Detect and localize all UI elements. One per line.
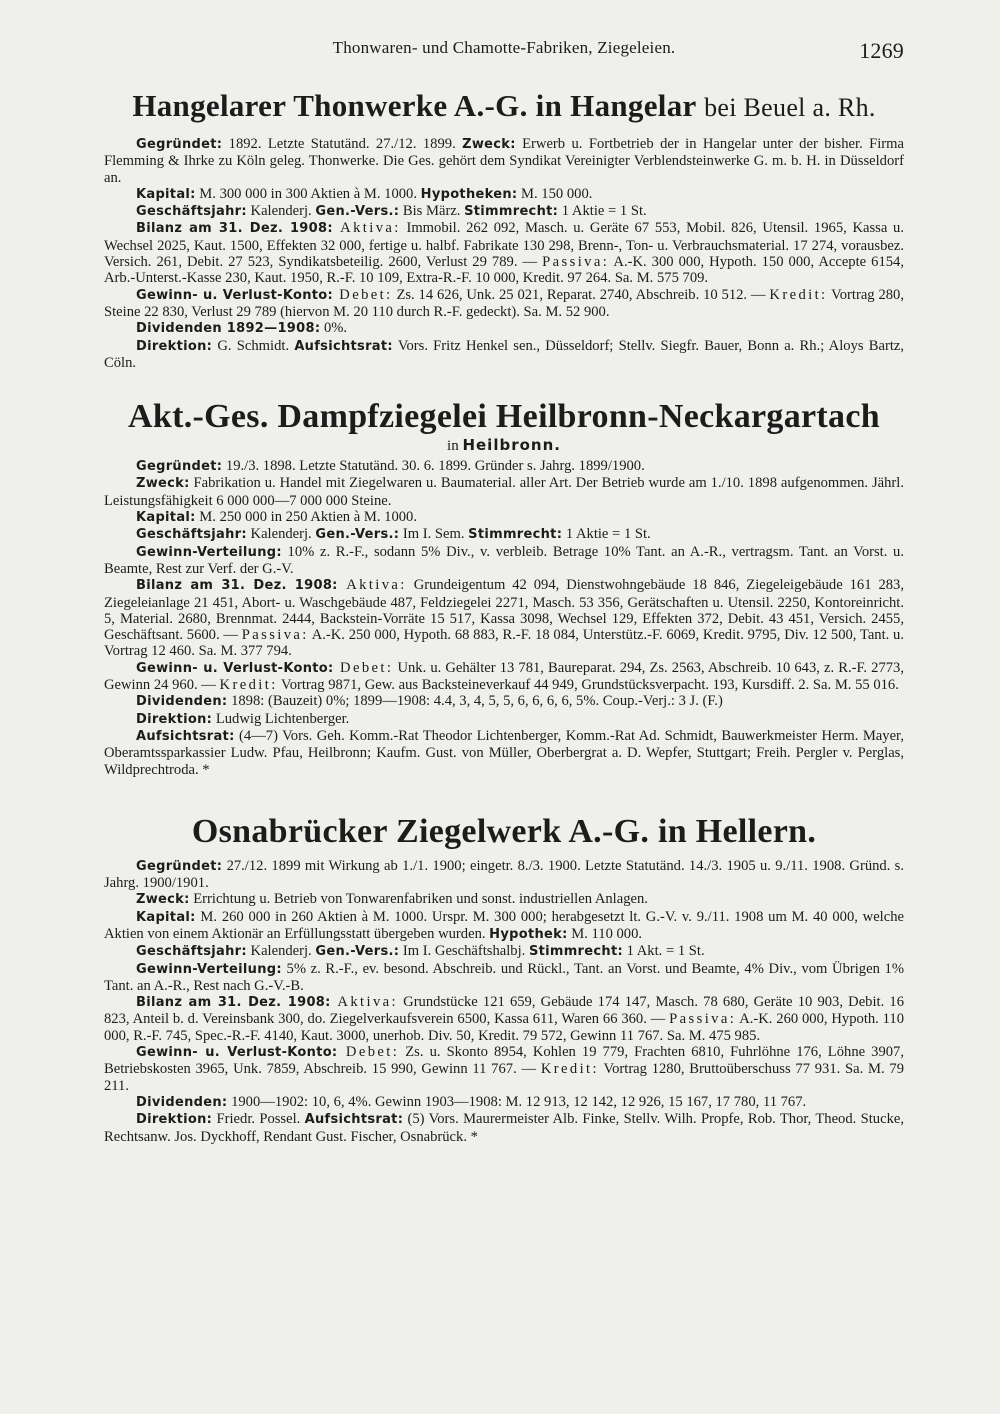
paragraph-founded <box>104 858 904 892</box>
label: Bilanz am 31. Dez. 1908: <box>136 995 331 1011</box>
label: Gen.-Vers.: <box>315 944 400 960</box>
label: Dividenden: <box>136 1094 228 1110</box>
text: Vortrag 1280, Bruttoüberschuss 77 931. Sa. M. 79 211. <box>104 1061 904 1094</box>
text: Kalenderj. <box>246 526 316 543</box>
paragraph-dividends <box>104 1094 904 1111</box>
text: (4—7) Vors. Geh. Komm.-Rat Theodor Lichtenberger, Komm.-Rat Ad. Schmidt, Bauwerkmeister Herm. Mayer, Oberamtssparkassier Ludw. Pfau, Heilbronn; Kaufm. Gust. von Müller, Oberbergrat a. D. Wepfer, Stuttgart; Freih. Pergler v. Perglas, Wildprechtroda. * <box>104 727 904 778</box>
text: Vortrag 9871, Gew. aus Backsteineverkauf 44 949, Grundstücksverpacht. 193, Kursdiff. 2. Sa. M. 55 016. <box>277 677 899 694</box>
text: 0%. <box>320 320 348 337</box>
paragraph-fiscal-year <box>104 943 904 960</box>
text: Zs. u. Skonto 8954, Kohlen 19 779, Frachten 6810, Fuhrlöhne 176, Löhne 3907, Betriebskosten 3965, Unk. 7859, Abschreib. 15 990, Gewinn 11 767. — <box>104 1044 904 1078</box>
text: 5% z. R.-F., ev. besond. Abschreib. und Rückl., Tant. an Vorst. und Beamte, 4% Div., vom Übrigen 1% Tant. an A.-R., Rest nach G.-V.-B. <box>104 960 904 994</box>
paragraph-balance <box>104 220 904 286</box>
label: Direktion: <box>136 338 213 354</box>
text: Ludwig Lichtenberger. <box>212 710 350 727</box>
text: Kalenderj. <box>246 203 316 220</box>
text: Kalenderj. <box>246 943 316 960</box>
company-title-heilbronn: Akt.-Ges. Dampfziegelei Heilbronn-Neckargartach <box>128 398 880 436</box>
paragraph-profit-distribution <box>104 961 904 995</box>
text: A.-K. 300 000, Hypoth. 150 000, Accepte 6154, Arb.-Unterst.-Kasse 230, Kaut. 1950, R.-F. 10 109, Extra-R.-F. 10 000, Kredit. 97 264. Sa. M. 575 709. <box>104 254 904 287</box>
paragraph-capital <box>104 909 904 944</box>
text: 19./3. 1898. Letzte Statutänd. 30. 6. 1899. Gründer s. Jahrg. 1899/1900. <box>222 458 645 475</box>
text: Grundeigentum 42 094, Dienstwohngebäude 18 846, Ziegeleigebäude 161 283, Ziegeleianlage 21 451, Abort- u. Waschgebäude 487, Feldziegelei 2271, Masch. 53 356, Gerätschaften u. Utensil. 2250, Kontoreinricht. 5, Material. 2680, Brennmat. 2444, Backstein-Vorräte 15 517, Kassa 3098, Wechsel 129, Effekten 372, Debit. 43 451, Versich. 2455, Geschäftsant. 5600. — <box>104 577 904 644</box>
company-section-heilbronn <box>104 458 904 778</box>
label: Zweck: <box>136 892 190 908</box>
city: Heilbronn. <box>462 436 561 455</box>
text: 1898: (Bauzeit) 0%; 1899—1908: 4.4, 3, 4, 5, 5, 6, 6, 6, 6, 5%. Coup.-Verj.: 3 J. (F.) <box>227 693 723 710</box>
paragraph-founded <box>104 136 904 186</box>
label: Bilanz am 31. Dez. 1908: <box>136 221 333 237</box>
spaced-label: Debet: <box>333 286 393 303</box>
text: Im I. Sem. <box>399 526 469 543</box>
text: M. 260 000 in 260 Aktien à M. 1000. Urspr. M. 300 000; herabgesetzt lt. G.-V. v. 9./11. 1908 um M. 40 000, welche Aktien von einem Aktionär an Erfüllungsstatt übergeben wurden. <box>104 908 904 942</box>
text: 1 Aktie = 1 St. <box>562 526 651 543</box>
company-section-hangelar <box>104 136 904 371</box>
paragraph-profit-loss <box>104 1044 904 1094</box>
text: Erwerb u. Fortbetrieb der in Hangelar unter der bisher. Firma Flemming & Ihrke zu Köln geleg. Thonwerke. Die Ges. gehört dem Syndikat Vereinigter Verblendsteinwerke G. m. b. H. in Düsseldorf an. <box>104 136 904 186</box>
paragraph-profit-loss <box>104 660 904 694</box>
paragraph-supervisory-board <box>104 728 904 778</box>
label: Aufsichtsrat: <box>136 728 235 744</box>
paragraph-purpose <box>104 475 904 509</box>
paragraph-profit-distribution <box>104 544 904 578</box>
label: Gewinn-Verteilung: <box>136 544 282 560</box>
text: Errichtung u. Betrieb von Tonwarenfabriken und sonst. industriellen Anlagen. <box>189 891 648 908</box>
spaced-label: Aktiva: <box>332 220 401 237</box>
text: in <box>447 438 463 455</box>
label: Gewinn-Verteilung: <box>136 961 282 977</box>
text: M. 150 000. <box>517 185 593 202</box>
spaced-label: Aktiva: <box>337 577 407 594</box>
label: Dividenden: <box>136 694 228 710</box>
text: 27./12. 1899 mit Wirkung ab 1./1. 1900; eingetr. 8./3. 1900. Letzte Statutänd. 14./3. 1905 u. 9./11. 1908. Gründ. s. Jahrg. 1900/1901. <box>104 857 904 892</box>
label: Geschäftsjahr: <box>136 204 247 220</box>
text: Vortrag 280, Steine 22 830, Verlust 29 789 (hiervon M. 20 110 durch R.-F. gedeckt). Sa. M. 52 900. <box>104 286 904 320</box>
paragraph-dividends <box>104 693 904 710</box>
label: Aufsichtsrat: <box>294 338 393 354</box>
label: Direktion: <box>136 1112 213 1128</box>
label: Kapital: <box>136 909 196 925</box>
text: Zs. 14 626, Unk. 25 021, Reparat. 2740, Abschreib. 10 512. — <box>392 286 770 303</box>
label: Dividenden 1892—1908: <box>136 321 321 337</box>
spaced-label: Debet: <box>333 659 394 676</box>
label: Gewinn- u. Verlust-Konto: <box>136 1045 338 1061</box>
paragraph-capital <box>104 509 904 526</box>
spaced-label: Kredit: <box>219 677 278 694</box>
text: 1 Aktie = 1 St. <box>558 203 647 220</box>
text: Grundstücke 121 659, Gebäude 174 147, Masch. 78 680, Geräte 10 903, Debit. 16 823, Anteil b. d. Vereinsbank 300, do. Ziegelverkaufsverein 6500, Kassa 611, Waren 66 360. — <box>104 994 904 1028</box>
label: Hypothek: <box>489 926 568 942</box>
paragraph-dividends <box>104 320 904 337</box>
spaced-label: Passiva: <box>542 254 610 271</box>
label: Kapital: <box>136 186 196 202</box>
spaced-label: Debet: <box>337 1044 400 1061</box>
label: Gewinn- u. Verlust-Konto: <box>136 660 334 676</box>
label: Geschäftsjahr: <box>136 944 247 960</box>
text: G. Schmidt. <box>212 337 295 354</box>
label: Gegründet: <box>136 858 223 874</box>
label: Stimmrecht: <box>468 527 563 543</box>
text: Fabrikation u. Handel mit Ziegelwaren u. Baumaterial. aller Art. Der Betrieb wurde am 1./10. 1898 aufgenommen. Jährl. Leistungsfähigkeit 6 000 000—7 000 000 Steine. <box>104 475 904 509</box>
page-number: 1269 <box>859 38 904 63</box>
paragraph-capital <box>104 186 904 203</box>
text: Immobil. 262 092, Masch. u. Geräte 67 553, Mobil. 826, Utensil. 1965, Kassa u. Wechsel 2025, Kaut. 1500, Effekten 32 000, fertige u. halbf. Fabrikate 130 298, Brenn-, Ton- u. Verbrauchsmaterial. 17 274, vorausbez. Versich. 261, Debit. 27 523, Syndikatsbeteilig. 2600, Verlust 29 789. — <box>104 220 904 271</box>
label: Bilanz am 31. Dez. 1908: <box>136 578 338 594</box>
company-section-osnabrueck <box>104 858 904 1145</box>
paragraph-balance <box>104 994 904 1044</box>
paragraph-fiscal-year <box>104 526 904 543</box>
text: M. 250 000 in 250 Aktien à M. 1000. <box>195 509 417 526</box>
spaced-label: Kredit: <box>769 286 828 303</box>
paragraph-profit-loss <box>104 287 904 321</box>
text: 10% z. R.-F., sodann 5% Div., v. verbleib. Betrage 10% Tant. an A.-R., vertragsm. Tant. an Vorst. u. Beamte, Rest zur Verf. der G.-V. <box>104 543 904 577</box>
spaced-label: Aktiva: <box>330 994 398 1011</box>
label: Stimmrecht: <box>528 944 623 960</box>
text: Unk. u. Gehälter 13 781, Baureparat. 294, Zs. 2563, Abschreib. 10 643, z. R.-F. 2773, Gewinn 24 960. — <box>104 659 904 694</box>
text: A.-K. 260 000, Hypoth. 110 000, R.-F. 745, Spec.-R.-F. 4140, Kaut. 3000, unerhob. Div. 50, Kredit. 79 572, Gewinn 11 767. Sa. M. 475 985. <box>104 1011 905 1044</box>
label: Stimmrecht: <box>464 204 559 220</box>
paragraph-founded <box>104 458 904 475</box>
text: Bis März. <box>399 203 465 220</box>
label: Direktion: <box>136 711 213 727</box>
text: M. 300 000 in 300 Aktien à M. 1000. <box>195 185 421 202</box>
spaced-label: Passiva: <box>669 1011 737 1028</box>
spaced-label: Kredit: <box>540 1061 599 1078</box>
label: Gen.-Vers.: <box>315 527 400 543</box>
paragraph-management <box>104 711 904 728</box>
text: A.-K. 250 000, Hypoth. 68 883, R.-F. 18 084, Unterstütz.-F. 6069, Kredit. 9795, Div. 12 500, Tant. u. Vortrag 12 460. Sa. M. 377 794. <box>104 627 904 660</box>
spaced-label: Passiva: <box>241 627 309 644</box>
text: Im I. Geschäftshalbj. <box>399 943 529 960</box>
company-title-osnabrueck: Osnabrücker Ziegelwerk A.-G. in Hellern. <box>191 812 817 850</box>
running-title: Thonwaren- und Chamotte-Fabriken, Ziegeleien. <box>332 38 676 57</box>
label: Gegründet: <box>136 137 223 152</box>
title-rest: bei Beuel a. Rh. <box>704 93 876 122</box>
text: (5) Vors. Maurermeister Alb. Finke, Stellv. Wilh. Propfe, Rob. Thor, Theod. Stucke, Rechtsanw. Jos. Dyckhoff, Rendant Gust. Fischer, Osnabrück. * <box>104 1111 904 1145</box>
text: 1900—1902: 10, 6, 4%. Gewinn 1903—1908: M. 12 913, 12 142, 12 926, 15 167, 17 780, 11 767. <box>227 1093 807 1110</box>
label: Kapital: <box>136 510 196 526</box>
page-header <box>104 38 904 72</box>
company-title-hangelar <box>104 88 904 126</box>
label: Gegründet: <box>136 459 223 475</box>
label: Hypotheken: <box>420 186 518 202</box>
paragraph-management <box>104 1111 904 1145</box>
label: Zweck: <box>136 476 190 492</box>
label: Geschäftsjahr: <box>136 527 247 543</box>
text: 1892. Letzte Statutänd. 27./12. 1899. <box>222 136 463 152</box>
paragraph-management <box>104 338 904 372</box>
text: Vors. Fritz Henkel sen., Düsseldorf; Stellv. Siegfr. Bauer, Bonn a. Rh.; Aloys Bartz, Cöln. <box>104 337 905 371</box>
paragraph-fiscal-year <box>104 203 904 220</box>
paragraph-purpose <box>104 891 904 908</box>
label: Gen.-Vers.: <box>315 204 400 220</box>
label: Zweck: <box>462 137 516 152</box>
title-main: Hangelarer Thonwerke A.-G. in Hangelar <box>132 88 697 123</box>
paragraph-balance <box>104 577 904 659</box>
text: Friedr. Possel. <box>212 1111 305 1128</box>
text: 1 Akt. = 1 St. <box>622 943 705 960</box>
text: M. 110 000. <box>567 925 643 942</box>
label: Gewinn- u. Verlust-Konto: <box>136 287 334 303</box>
label: Aufsichtsrat: <box>304 1112 404 1128</box>
company-location <box>104 437 904 454</box>
